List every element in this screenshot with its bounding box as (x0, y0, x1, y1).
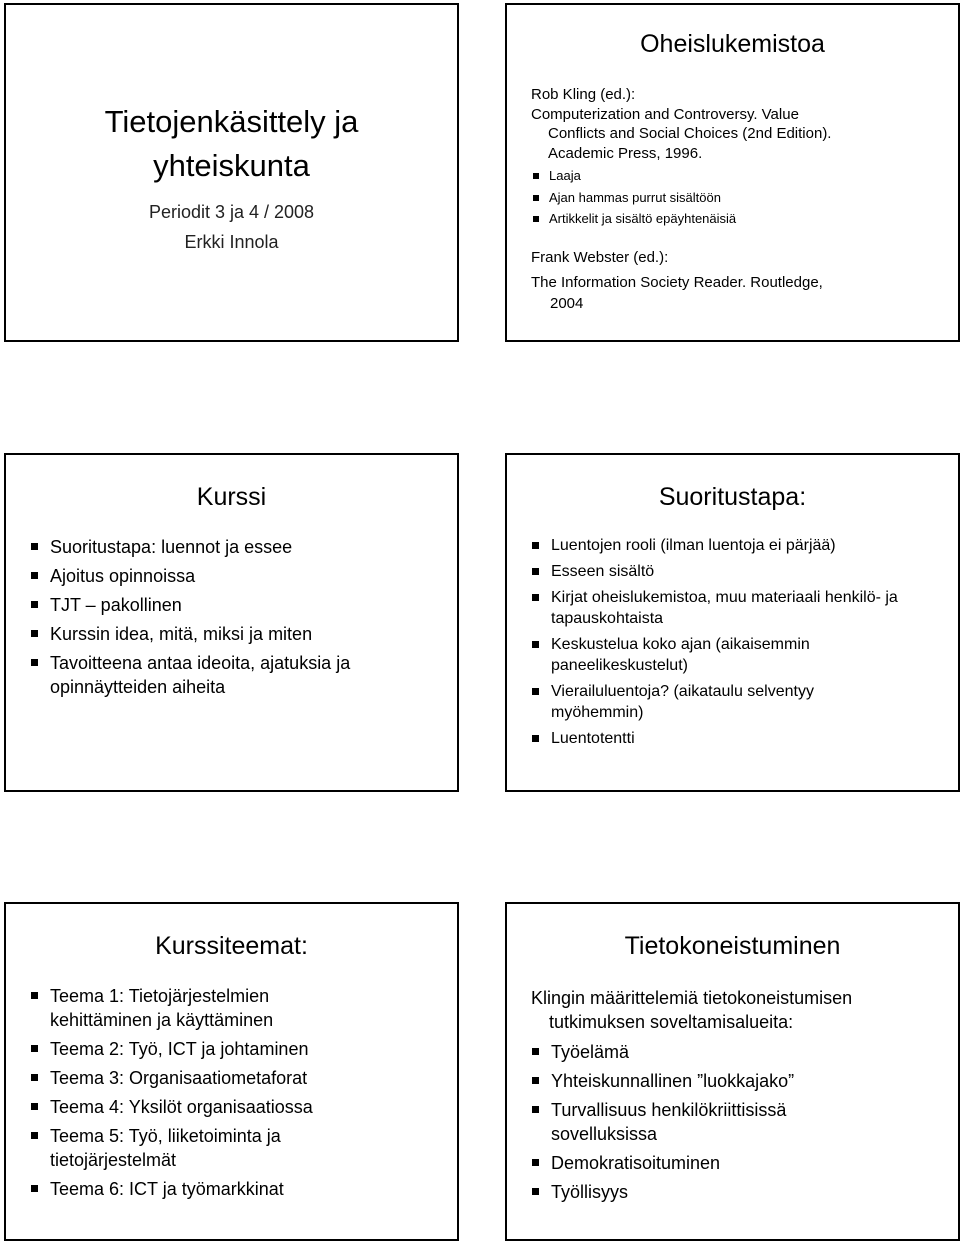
slide-reading-list (505, 3, 960, 342)
list-item: Teema 6: ICT ja työmarkkinat (30, 1177, 360, 1201)
bullet-icon (533, 195, 539, 201)
course-title-line2: yhteiskunta (153, 148, 310, 183)
list-item: Esseen sisältö (531, 561, 901, 582)
slide-computerization (505, 902, 960, 1241)
bullet-icon (533, 216, 539, 222)
author-name: Erkki Innola (184, 232, 279, 252)
slide-cover (4, 3, 459, 342)
list-item: Suoritustapa: luennot ja essee (30, 535, 440, 559)
course-list (30, 535, 440, 704)
slide-title: Kurssiteemat: (155, 932, 308, 960)
book1-title-line1: Computerization and Controversy. Value (531, 106, 799, 123)
slide-title: Tietokoneistuminen (624, 932, 841, 960)
list-item: Luentotentti (531, 728, 901, 749)
completion-list (531, 535, 901, 754)
book1-author: Rob Kling (ed.): (531, 86, 636, 103)
course-title-line1: Tietojenkäsittely ja (104, 104, 359, 139)
book2-title-line1: The Information Society Reader. Routledge, (531, 274, 823, 291)
list-item: Työelämä (531, 1040, 871, 1064)
list-item: Luentojen rooli (ilman luentoja ei pärjää) (531, 535, 901, 556)
list-item: Teema 2: Työ, ICT ja johtaminen (30, 1037, 360, 1061)
list-item: Ajoitus opinnoissa (30, 564, 440, 588)
book1-note: Artikkelit ja sisältö epäyhtenäisiä (549, 211, 737, 226)
themes-list (30, 984, 360, 1206)
list-item: Kurssin idea, mitä, miksi ja miten (30, 622, 440, 646)
list-item: Keskustelua koko ajan (aikaisemmin paneelikeskustelut) (531, 634, 901, 676)
list-item: TJT – pakollinen (30, 593, 440, 617)
book2-author: Frank Webster (ed.): (531, 249, 669, 266)
period-subtitle: Periodit 3 ja 4 / 2008 (148, 202, 315, 222)
list-item: Turvallisuus henkilökriittisissä sovelluksissa (531, 1098, 871, 1146)
list-item: Teema 3: Organisaatiometaforat (30, 1066, 360, 1090)
slide-completion (505, 453, 960, 792)
list-item: Teema 4: Yksilöt organisaatiossa (30, 1095, 360, 1119)
list-item: Vierailuluentoja? (aikataulu selventyy myöhemmin) (531, 681, 901, 723)
book1-title-line2: Conflicts and Social Choices (2nd Edition). (548, 125, 832, 142)
book1-title-line3: Academic Press, 1996. (548, 145, 703, 162)
slide-title: Kurssi (196, 483, 267, 511)
list-item: Kirjat oheislukemistoa, muu materiaali henkilö- ja tapauskohtaista (531, 587, 901, 629)
intro-line1: Klingin määrittelemiä tietokoneistumisen (531, 988, 853, 1008)
slide-title: Oheislukemistoa (640, 30, 825, 58)
bullet-icon (533, 173, 539, 179)
book1-note: Laaja (549, 168, 581, 183)
slide-course-themes (4, 902, 459, 1241)
slide-course (4, 453, 459, 792)
slide-title: Suoritustapa: (658, 483, 807, 511)
course-title (6, 100, 457, 188)
book2-title-line2: 2004 (550, 295, 584, 312)
list-item: Yhteiskunnallinen ”luokkajako” (531, 1069, 871, 1093)
list-item: Teema 5: Työ, liiketoiminta ja tietojärjestelmät (30, 1124, 360, 1172)
computerization-list (531, 1040, 871, 1209)
list-item: Tavoitteena antaa ideoita, ajatuksia ja opinnäytteiden aiheita (30, 651, 440, 699)
intro-line2: tutkimuksen soveltamisalueita: (549, 1012, 794, 1032)
book1-note: Ajan hammas purrut sisältöön (549, 190, 721, 205)
list-item: Työllisyys (531, 1180, 871, 1204)
list-item: Demokratisoituminen (531, 1151, 871, 1175)
list-item: Teema 1: Tietojärjestelmien kehittäminen ja käyttäminen (30, 984, 360, 1032)
